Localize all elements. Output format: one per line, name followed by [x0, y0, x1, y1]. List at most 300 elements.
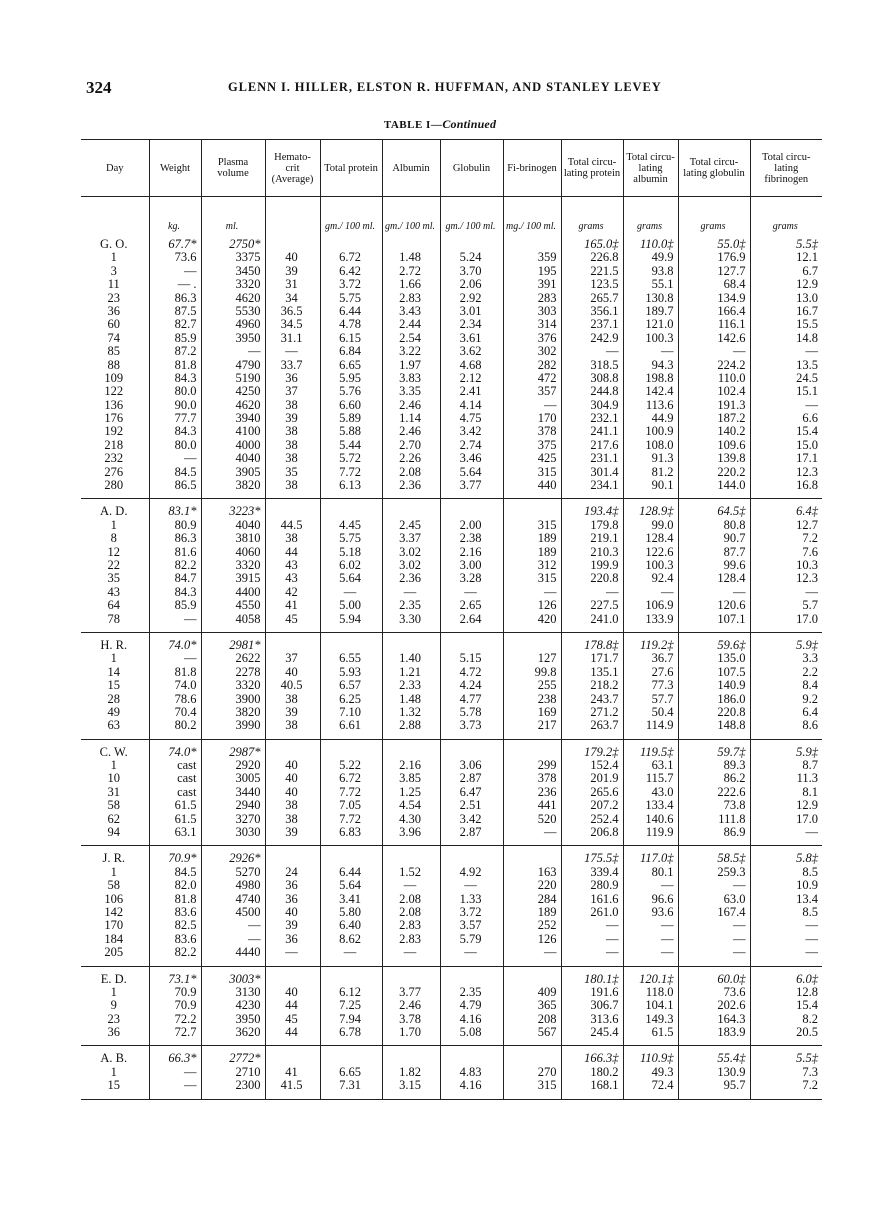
cell-value: 6.4‡ [796, 504, 818, 519]
cell-value: 1.52 [399, 864, 421, 879]
cell-value: 3915 [235, 571, 261, 586]
cell-globulin [440, 966, 503, 1046]
cell-value: 567 [537, 1025, 557, 1040]
cell-value: 210.3 [590, 544, 619, 559]
cell-value: 31.1 [280, 330, 303, 345]
cell-value: 5.93 [339, 664, 361, 679]
table-row [81, 739, 822, 846]
cell-value: 36 [285, 878, 298, 893]
cell-value: 43 [107, 584, 120, 599]
cell-plasma [201, 739, 265, 846]
cell-value: — [343, 584, 357, 599]
cell-value: 2.16 [459, 544, 482, 559]
cell-tc_protein [561, 966, 623, 1046]
cell-value: 3620 [235, 1025, 261, 1040]
cell-value: 10 [107, 771, 120, 786]
cell-value: 2.35 [399, 598, 421, 613]
cell-value: 3.83 [399, 370, 421, 385]
cell-value: 318.5 [590, 357, 619, 372]
cell-value: 3.01 [459, 303, 482, 318]
cell-value: 7.10 [339, 704, 361, 719]
cell-value: 5.18 [339, 544, 361, 559]
cell-value: 20.5 [796, 1025, 818, 1040]
subject-group [81, 232, 822, 499]
cell-value: 1.66 [399, 277, 421, 292]
cell-value: 3270 [235, 811, 261, 826]
cell-value: 265.7 [590, 290, 619, 305]
cell-value: 81.8 [174, 664, 197, 679]
cell-value: 4440 [235, 945, 261, 960]
subject-group [81, 1046, 822, 1099]
cell-value: 86.9 [723, 825, 746, 840]
cell-value: — [661, 945, 674, 960]
cell-value: 8.62 [339, 931, 361, 946]
cell-value: 58.5‡ [717, 851, 746, 866]
cell-value: 61.5 [651, 1025, 674, 1040]
cell-value: 149.3 [645, 1011, 674, 1026]
cell-value: 3.42 [459, 424, 482, 439]
cell-value: 148.8 [717, 718, 746, 733]
cell-value: 5.9‡ [796, 637, 818, 652]
cell-value [323, 746, 378, 759]
cell-value [506, 505, 557, 518]
cell-value: 6.13 [339, 478, 361, 493]
cell-value: 110.9‡ [640, 1051, 674, 1066]
cell-value: 3.72 [339, 277, 361, 292]
cell-value: 283 [537, 290, 557, 305]
cell-value: 74.0* [168, 637, 197, 652]
cell-value: 3.22 [399, 344, 421, 359]
cell-globulin [440, 499, 503, 633]
cell-day [81, 1046, 149, 1099]
cell-value: — [184, 651, 197, 666]
cell-tc_fibrinogen [750, 632, 822, 739]
cell-value: 245.4 [590, 1025, 619, 1040]
cell-value: 27.6 [651, 664, 674, 679]
cell-value: 4500 [235, 904, 261, 919]
cell-value: 119.9 [645, 825, 674, 840]
cell-value: 4.68 [459, 357, 482, 372]
cell-hemato [265, 739, 320, 846]
cell-value: 2.88 [399, 718, 421, 733]
cell-value: 2.08 [399, 904, 421, 919]
cell-value: 3 [110, 263, 117, 278]
cell-value: 63.1 [651, 758, 674, 773]
cell-value: 1.48 [399, 250, 421, 265]
cell-value: 88 [107, 357, 120, 372]
cell-value: 34.5 [280, 317, 303, 332]
cell-value: 74 [107, 330, 120, 345]
cell-hemato [265, 846, 320, 966]
cell-value: 87.5 [174, 303, 197, 318]
cell-value: 120.6 [717, 598, 746, 613]
cell-value: — [464, 878, 477, 893]
cell-value: 255 [537, 678, 557, 693]
cell-value: 58 [107, 878, 120, 893]
subject-initials: J. R. [102, 851, 126, 866]
cell-value: 59.6‡ [717, 637, 746, 652]
cell-value: 302 [537, 344, 557, 359]
cell-value: 3940 [235, 411, 261, 426]
cell-value: 8.1 [802, 784, 818, 799]
cell-value: 3810 [235, 531, 261, 546]
cell-plasma [201, 232, 265, 499]
cell-tc_albumin [623, 1046, 678, 1099]
cell-value: 12.8 [796, 984, 818, 999]
cell-value: 3005 [235, 771, 261, 786]
cell-value: 3.15 [399, 1078, 421, 1093]
cell-value: 12 [107, 544, 120, 559]
cell-value: 43 [285, 571, 298, 586]
cell-value: 4.14 [459, 397, 482, 412]
cell-value: 3.41 [339, 891, 361, 906]
cell-value: 8.4 [802, 678, 818, 693]
cell-value: 6.15 [339, 330, 361, 345]
cell-weight [149, 966, 201, 1046]
cell-value: 43 [285, 557, 298, 572]
cell-value: 44.9 [651, 411, 674, 426]
column-header-tc_globulin: Total circu-lating globulin [678, 140, 750, 197]
cell-value: 166.4 [717, 303, 746, 318]
cell-day [81, 632, 149, 739]
cell-value: cast [177, 784, 197, 799]
cell-value: 2981* [229, 637, 261, 652]
cell-value: 38 [285, 718, 298, 733]
cell-value: 472 [537, 370, 557, 385]
cell-hemato [265, 1046, 320, 1099]
cell-value: 219.1 [590, 531, 619, 546]
cell-value: 87.7 [723, 544, 746, 559]
cell-value: 2.2 [802, 664, 818, 679]
cell-value: 82.5 [174, 918, 197, 933]
cell-plasma [201, 632, 265, 739]
cell-value: 121.0 [645, 317, 674, 332]
cell-value: 84.5 [174, 464, 197, 479]
cell-value: 218.2 [590, 678, 619, 693]
cell-value: 11 [107, 277, 120, 292]
cell-value: — . [177, 277, 197, 292]
cell-value: 60 [107, 317, 120, 332]
cell-value: 259.3 [717, 864, 746, 879]
table-row [81, 632, 822, 739]
cell-value: 6.42 [339, 263, 361, 278]
cell-value: 38 [285, 531, 298, 546]
cell-value: 73.1* [168, 971, 197, 986]
cell-tc_globulin [678, 499, 750, 633]
cell-value [443, 1052, 499, 1065]
cell-value: 193.4‡ [584, 504, 619, 519]
cell-value: 315 [537, 464, 557, 479]
cell-value: 7.2 [802, 1078, 818, 1093]
cell-value: 102.4 [717, 384, 746, 399]
unit-row [81, 197, 822, 233]
table-row [81, 499, 822, 633]
cell-value: 218 [104, 437, 124, 452]
cell-value: 189 [537, 904, 557, 919]
cell-value: 2926* [229, 851, 261, 866]
cell-value: 7.94 [339, 1011, 361, 1026]
cell-value: 2.87 [459, 771, 482, 786]
column-header-weight: Weight [149, 140, 201, 197]
cell-value: 5.00 [339, 598, 361, 613]
cell-value: 1.70 [399, 1025, 421, 1040]
cell-value: 2.06 [459, 277, 482, 292]
cell-value: 3.77 [459, 478, 482, 493]
column-header-fibrinogen: Fi-brinogen [503, 140, 561, 197]
cell-value: 1 [110, 1064, 117, 1079]
column-header-tc_protein: Total circu-lating protein [561, 140, 623, 197]
cell-value: 4.16 [459, 1078, 482, 1093]
cell-value: 3375 [235, 250, 261, 265]
cell-tc_globulin [678, 632, 750, 739]
cell-value [323, 852, 378, 865]
cell-value: 5.8‡ [796, 851, 818, 866]
cell-value: 78.6 [174, 691, 197, 706]
cell-value: 15.4 [796, 424, 818, 439]
cell-value: 280 [104, 478, 124, 493]
cell-value: 116.1 [717, 317, 746, 332]
cell-value: 85.9 [174, 598, 197, 613]
cell-value: 1 [110, 517, 117, 532]
cell-value: 2.74 [459, 437, 482, 452]
cell-value: 109 [104, 370, 124, 385]
cell-plasma [201, 846, 265, 966]
cell-value: 99.8 [534, 664, 557, 679]
cell-value: 222.6 [717, 784, 746, 799]
cell-value: 68.4 [723, 277, 746, 292]
cell-value [506, 639, 557, 652]
cell-value: 3.35 [399, 384, 421, 399]
cell-value: 183.9 [717, 1025, 746, 1040]
cell-value: 2.46 [399, 397, 421, 412]
cell-value: 3950 [235, 1011, 261, 1026]
cell-value: 8.5 [802, 904, 818, 919]
cell-value: 2.87 [459, 825, 482, 840]
cell-value: 2.36 [399, 571, 421, 586]
cell-value: 100.3 [645, 557, 674, 572]
cell-value: 128.4 [717, 571, 746, 586]
page-number: 324 [86, 78, 112, 97]
cell-value: 176.9 [717, 250, 746, 265]
cell-value: 40 [285, 984, 298, 999]
cell-value: 10.9 [796, 878, 818, 893]
cell-value: — [248, 344, 261, 359]
cell-value [323, 1052, 378, 1065]
author-line: GLENN I. HILLER, ELSTON R. HUFFMAN, AND STANLEY LEVEY [228, 80, 662, 94]
cell-value: 15.1 [796, 384, 818, 399]
cell-value: 35 [285, 464, 298, 479]
cell-value [323, 973, 378, 986]
cell-value: 2772* [229, 1051, 261, 1066]
cell-value: 44 [285, 1025, 298, 1040]
cell-value: — [248, 918, 261, 933]
cell-tc_fibrinogen [750, 846, 822, 966]
cell-value: 16.7 [796, 303, 818, 318]
cell-value: 280.9 [590, 878, 619, 893]
cell-value: 4980 [235, 878, 261, 893]
cell-value: 99.0 [651, 517, 674, 532]
cell-value: 236 [537, 784, 557, 799]
cell-value: 3.43 [399, 303, 421, 318]
cell-value: 39 [285, 263, 298, 278]
cell-value: 3.77 [399, 984, 421, 999]
cell-value: 6.12 [339, 984, 361, 999]
cell-value: 140.2 [717, 424, 746, 439]
cell-value: 220.8 [717, 704, 746, 719]
cell-value: 12.3 [796, 464, 818, 479]
subject-initials: G. O. [100, 237, 128, 251]
cell-value: 60.0‡ [717, 971, 746, 986]
cell-value: 82.2 [174, 945, 197, 960]
cell-value: 85.9 [174, 330, 197, 345]
cell-value: 106 [104, 891, 124, 906]
cell-value: 270 [537, 1064, 557, 1079]
unit-plasma: ml. [201, 197, 265, 233]
cell-value: 4.72 [459, 664, 482, 679]
cell-value: 72.4 [651, 1078, 674, 1093]
cell-value: 5190 [235, 370, 261, 385]
cell-value: 191.6 [590, 984, 619, 999]
cell-value: — [184, 263, 197, 278]
cell-value: 232 [104, 451, 124, 466]
cell-value: 122.6 [645, 544, 674, 559]
cell-value: 36 [285, 891, 298, 906]
cell-value: 3.02 [399, 544, 421, 559]
cell-value [385, 238, 436, 251]
cell-value: 6.84 [339, 344, 361, 359]
cell-tc_fibrinogen [750, 966, 822, 1046]
cell-value: 3440 [235, 784, 261, 799]
cell-value: 168.1 [590, 1078, 619, 1093]
cell-value: 4740 [235, 891, 261, 906]
cell-value: 2622 [235, 651, 261, 666]
cell-value: 3.61 [459, 330, 482, 345]
cell-value: 38 [285, 691, 298, 706]
cell-value: 82.2 [174, 557, 197, 572]
cell-value: 2.46 [399, 424, 421, 439]
cell-value: 100.3 [645, 330, 674, 345]
cell-value: 8.2 [802, 1011, 818, 1026]
cell-value: 40 [285, 771, 298, 786]
cell-value: 114.9 [645, 718, 674, 733]
cell-value: 140.9 [717, 678, 746, 693]
cell-value: 241.1 [590, 424, 619, 439]
cell-value: 163 [537, 864, 557, 879]
cell-value: 73.6 [723, 984, 746, 999]
cell-day [81, 232, 149, 499]
cell-value: 2920 [235, 758, 261, 773]
cell-value: 195 [537, 263, 557, 278]
cell-value: 70.9 [174, 998, 197, 1013]
cell-value: 7.6 [802, 544, 818, 559]
cell-value: 12.9 [796, 798, 818, 813]
cell-value: 6.40 [339, 918, 361, 933]
cell-value: 91.3 [651, 451, 674, 466]
cell-fibrinogen [503, 846, 561, 966]
cell-value: 89.3 [723, 758, 746, 773]
cell-value: 2.08 [399, 464, 421, 479]
cell-value: — [661, 931, 674, 946]
cell-value: 37 [285, 651, 298, 666]
cell-value: 74.0 [174, 678, 197, 693]
cell-value: 6.72 [339, 250, 361, 265]
cell-value: 3.3 [802, 651, 818, 666]
cell-value: 15.0 [796, 437, 818, 452]
cell-value: 4040 [235, 517, 261, 532]
cell-value: 231.1 [590, 451, 619, 466]
cell-value: — [661, 344, 674, 359]
cell-value: 3320 [235, 277, 261, 292]
cell-value: 126 [537, 598, 557, 613]
cell-value: 81.8 [174, 357, 197, 372]
cell-value: 3.62 [459, 344, 482, 359]
cell-value: 2.72 [399, 263, 421, 278]
cell-value: 3990 [235, 718, 261, 733]
cell-value: 221.5 [590, 263, 619, 278]
cell-value [323, 639, 378, 652]
cell-value: 39 [285, 411, 298, 426]
cell-value: 36.7 [651, 651, 674, 666]
cell-value: 6.65 [339, 1064, 361, 1079]
cell-value: 2.92 [459, 290, 482, 305]
cell-value: 4250 [235, 384, 261, 399]
cell-value: 93.8 [651, 263, 674, 278]
cell-tc_albumin [623, 966, 678, 1046]
cell-value: 3130 [235, 984, 261, 999]
cell-value: — [544, 945, 557, 960]
cell-value: — [285, 945, 298, 960]
cell-value: 1.40 [399, 651, 421, 666]
cell-value: — [661, 878, 674, 893]
cell-value: 1 [110, 250, 117, 265]
cell-value: 1 [110, 864, 117, 879]
cell-weight [149, 499, 201, 633]
cell-value: 77.3 [651, 678, 674, 693]
cell-value: 80.2 [174, 718, 197, 733]
cell-value: 3.73 [459, 718, 482, 733]
cell-value: 144.0 [717, 478, 746, 493]
cell-value: 139.8 [717, 451, 746, 466]
unit-fibrinogen: mg./ 100 ml. [503, 197, 561, 233]
cell-value: — [606, 344, 619, 359]
cell-value: 44.5 [280, 517, 303, 532]
cell-value: 3.70 [459, 263, 482, 278]
cell-value: 4.75 [459, 411, 482, 426]
cell-value: 4058 [235, 611, 261, 626]
cell-value: 357 [537, 384, 557, 399]
unit-albumin: gm./ 100 ml. [382, 197, 440, 233]
cell-value: — [733, 878, 746, 893]
cell-value: 4.30 [399, 811, 421, 826]
cell-value: 375 [537, 437, 557, 452]
cell-value: 12.1 [796, 250, 818, 265]
cell-globulin [440, 846, 503, 966]
cell-value: 2710 [235, 1064, 261, 1079]
unit-body [81, 197, 822, 233]
cell-value: — [285, 344, 298, 359]
cell-value: 64 [107, 598, 120, 613]
cell-value: 78 [107, 611, 120, 626]
cell-value [385, 1052, 436, 1065]
cell-tc_fibrinogen [750, 232, 822, 499]
cell-value: 142 [104, 904, 124, 919]
cell-value: 227.5 [590, 598, 619, 613]
cell-value: 2940 [235, 798, 261, 813]
cell-value: cast [177, 771, 197, 786]
unit-day [81, 197, 149, 233]
cell-protein [320, 632, 382, 739]
cell-value: 17.1 [796, 451, 818, 466]
